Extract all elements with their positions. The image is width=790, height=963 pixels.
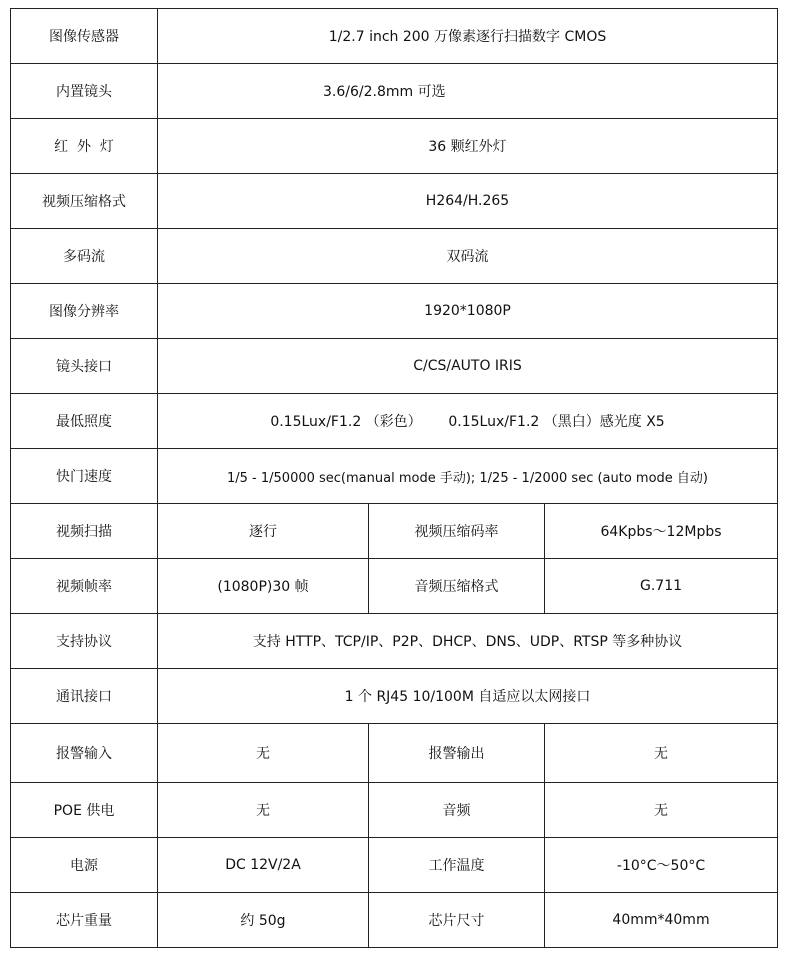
table-row bbox=[11, 64, 778, 119]
spec-label: 图像传感器 bbox=[11, 9, 158, 64]
spec-value-2: -10°C～50°C bbox=[545, 838, 778, 893]
spec-value: 1 个 RJ45 10/100M 自适应以太网接口 bbox=[158, 669, 778, 724]
table-row bbox=[11, 9, 778, 64]
spec-value-2: 无 bbox=[545, 783, 778, 838]
spec-label: 最低照度 bbox=[11, 394, 158, 449]
table-row bbox=[11, 449, 778, 504]
spec-value: 0.15Lux/F1.2 （彩色） 0.15Lux/F1.2 （黑白）感光度 X5 bbox=[158, 394, 778, 449]
spec-value: 约 50g bbox=[158, 893, 369, 948]
table-row bbox=[11, 174, 778, 229]
table-row bbox=[11, 394, 778, 449]
spec-label: 视频扫描 bbox=[11, 504, 158, 559]
spec-label-2: 工作温度 bbox=[369, 838, 545, 893]
spec-label: 报警输入 bbox=[11, 724, 158, 783]
spec-value: 36 颗红外灯 bbox=[158, 119, 778, 174]
table-row bbox=[11, 614, 778, 669]
spec-label: 红 外 灯 bbox=[11, 119, 158, 174]
spec-label: 图像分辨率 bbox=[11, 284, 158, 339]
spec-value: 1920*1080P bbox=[158, 284, 778, 339]
spec-label: POE 供电 bbox=[11, 783, 158, 838]
spec-value: H264/H.265 bbox=[158, 174, 778, 229]
table-row bbox=[11, 339, 778, 394]
table-row bbox=[11, 838, 778, 893]
table-row bbox=[11, 893, 778, 948]
spec-value: C/CS/AUTO IRIS bbox=[158, 339, 778, 394]
spec-value: (1080P)30 帧 bbox=[158, 559, 369, 614]
table-row bbox=[11, 669, 778, 724]
table-row bbox=[11, 783, 778, 838]
spec-value-2: 64Kpbs～12Mpbs bbox=[545, 504, 778, 559]
spec-label: 内置镜头 bbox=[11, 64, 158, 119]
spec-value-2: G.711 bbox=[545, 559, 778, 614]
spec-label: 通讯接口 bbox=[11, 669, 158, 724]
spec-value: 逐行 bbox=[158, 504, 369, 559]
table-row bbox=[11, 504, 778, 559]
table-row bbox=[11, 119, 778, 174]
spec-value: 1/2.7 inch 200 万像素逐行扫描数字 CMOS bbox=[158, 9, 778, 64]
spec-label-2: 音频压缩格式 bbox=[369, 559, 545, 614]
table-row bbox=[11, 229, 778, 284]
spec-label-2: 芯片尺寸 bbox=[369, 893, 545, 948]
spec-value: 3.6/6/2.8mm 可选 bbox=[158, 64, 778, 119]
spec-label: 支持协议 bbox=[11, 614, 158, 669]
spec-value: 1/5 - 1/50000 sec(manual mode 手动); 1/25 - 1/2000 sec (auto mode 自动) bbox=[158, 449, 778, 504]
spec-value: DC 12V/2A bbox=[158, 838, 369, 893]
spec-label: 多码流 bbox=[11, 229, 158, 284]
spec-label: 快门速度 bbox=[11, 449, 158, 504]
spec-value: 无 bbox=[158, 724, 369, 783]
spec-label: 电源 bbox=[11, 838, 158, 893]
table-row bbox=[11, 559, 778, 614]
table-row bbox=[11, 724, 778, 783]
table-row bbox=[11, 284, 778, 339]
spec-value: 支持 HTTP、TCP/IP、P2P、DHCP、DNS、UDP、RTSP 等多种协议 bbox=[158, 614, 778, 669]
spec-label: 芯片重量 bbox=[11, 893, 158, 948]
spec-label-2: 音频 bbox=[369, 783, 545, 838]
spec-value: 无 bbox=[158, 783, 369, 838]
spec-label: 视频压缩格式 bbox=[11, 174, 158, 229]
spec-table bbox=[10, 8, 778, 948]
spec-label-2: 视频压缩码率 bbox=[369, 504, 545, 559]
spec-label: 镜头接口 bbox=[11, 339, 158, 394]
spec-value: 双码流 bbox=[158, 229, 778, 284]
spec-value-2: 40mm*40mm bbox=[545, 893, 778, 948]
spec-value-2: 无 bbox=[545, 724, 778, 783]
spec-label-2: 报警输出 bbox=[369, 724, 545, 783]
spec-label: 视频帧率 bbox=[11, 559, 158, 614]
